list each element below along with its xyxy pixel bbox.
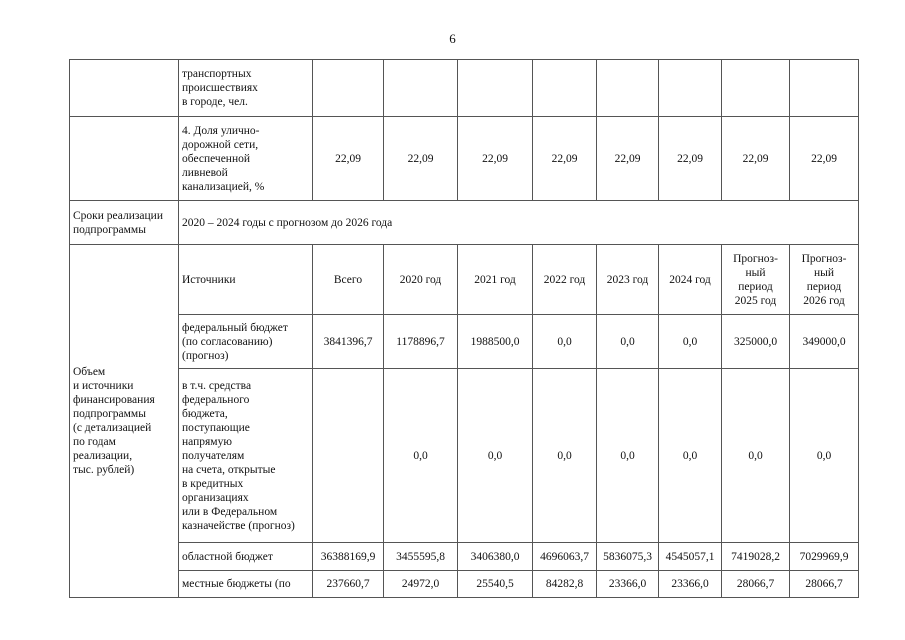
value-cell: 325000,0 xyxy=(722,315,790,369)
value-cell: 3841396,7 xyxy=(313,315,384,369)
value-cell: 0,0 xyxy=(659,315,722,369)
table-row-accidents xyxy=(70,60,859,117)
empty-cell xyxy=(790,60,859,117)
header-cell: Прогноз- ный период 2025 год xyxy=(722,245,790,315)
value-cell: 36388169,9 xyxy=(313,543,384,571)
value-cell: 7419028,2 xyxy=(722,543,790,571)
value-cell: 0,0 xyxy=(384,369,458,543)
indicator-cell: транспортных происшествиях в городе, чел. xyxy=(179,60,313,117)
period-label-cell: Сроки реализации подпрограммы xyxy=(70,201,179,245)
value-cell: 7029969,9 xyxy=(790,543,859,571)
value-cell: 0,0 xyxy=(659,369,722,543)
empty-cell xyxy=(722,60,790,117)
value-cell: 22,09 xyxy=(458,117,533,201)
table-row-drainage xyxy=(70,117,859,201)
period-value-cell: 2020 – 2024 годы с прогнозом до 2026 года xyxy=(179,201,859,245)
indicator-cell: 4. Доля улично- дорожной сети, обеспеченной ливневой канализацией, % xyxy=(179,117,313,201)
value-cell: 0,0 xyxy=(597,369,659,543)
empty-cell xyxy=(659,60,722,117)
source-cell: областной бюджет xyxy=(179,543,313,571)
value-cell: 23366,0 xyxy=(659,571,722,598)
funding-header-row xyxy=(70,245,859,315)
value-cell: 3455595,8 xyxy=(384,543,458,571)
value-cell: 0,0 xyxy=(790,369,859,543)
value-cell: 22,09 xyxy=(313,117,384,201)
value-cell: 22,09 xyxy=(722,117,790,201)
value-cell: 0,0 xyxy=(458,369,533,543)
funding-row-local xyxy=(70,571,859,598)
funding-row-regional xyxy=(70,543,859,571)
header-cell: 2023 год xyxy=(597,245,659,315)
value-cell: 84282,8 xyxy=(533,571,597,598)
header-cell: Всего xyxy=(313,245,384,315)
value-cell: 22,09 xyxy=(384,117,458,201)
value-cell: 0,0 xyxy=(597,315,659,369)
source-cell: местные бюджеты (по xyxy=(179,571,313,598)
value-cell: 1178896,7 xyxy=(384,315,458,369)
empty-cell xyxy=(597,60,659,117)
header-cell: 2020 год xyxy=(384,245,458,315)
empty-cell xyxy=(533,60,597,117)
empty-cell xyxy=(384,60,458,117)
page-number: 6 xyxy=(449,31,456,46)
value-cell: 0,0 xyxy=(533,369,597,543)
funding-label-cell: Объем и источники финансирования подпрограммы (с детализацией по годам реализации, тыс. рублей) xyxy=(70,245,179,598)
value-cell: 22,09 xyxy=(790,117,859,201)
value-cell: 24972,0 xyxy=(384,571,458,598)
value-cell: 0,0 xyxy=(722,369,790,543)
value-cell: 28066,7 xyxy=(722,571,790,598)
value-cell: 4696063,7 xyxy=(533,543,597,571)
value-cell xyxy=(313,369,384,543)
subprogram-passport-table xyxy=(69,59,859,598)
empty-cell xyxy=(313,60,384,117)
value-cell: 349000,0 xyxy=(790,315,859,369)
header-cell: Источники xyxy=(179,245,313,315)
value-cell: 1988500,0 xyxy=(458,315,533,369)
source-cell: в т.ч. средства федерального бюджета, поступающие напрямую получателям на счета, открытые в кредитных организациях или в Федеральном казначействе (прогноз) xyxy=(179,369,313,543)
header-cell: 2021 год xyxy=(458,245,533,315)
value-cell: 22,09 xyxy=(533,117,597,201)
value-cell: 0,0 xyxy=(533,315,597,369)
value-cell: 4545057,1 xyxy=(659,543,722,571)
value-cell: 23366,0 xyxy=(597,571,659,598)
source-cell: федеральный бюджет (по согласованию) (прогноз) xyxy=(179,315,313,369)
value-cell: 237660,7 xyxy=(313,571,384,598)
empty-cell xyxy=(458,60,533,117)
value-cell: 22,09 xyxy=(659,117,722,201)
value-cell: 3406380,0 xyxy=(458,543,533,571)
value-cell: 22,09 xyxy=(597,117,659,201)
funding-row-federal-direct xyxy=(70,369,859,543)
funding-row-federal xyxy=(70,315,859,369)
empty-cell xyxy=(70,117,179,201)
header-cell: 2022 год xyxy=(533,245,597,315)
header-cell: Прогноз- ный период 2026 год xyxy=(790,245,859,315)
value-cell: 25540,5 xyxy=(458,571,533,598)
table-row-period xyxy=(70,201,859,245)
value-cell: 5836075,3 xyxy=(597,543,659,571)
header-cell: 2024 год xyxy=(659,245,722,315)
value-cell: 28066,7 xyxy=(790,571,859,598)
empty-cell xyxy=(70,60,179,117)
